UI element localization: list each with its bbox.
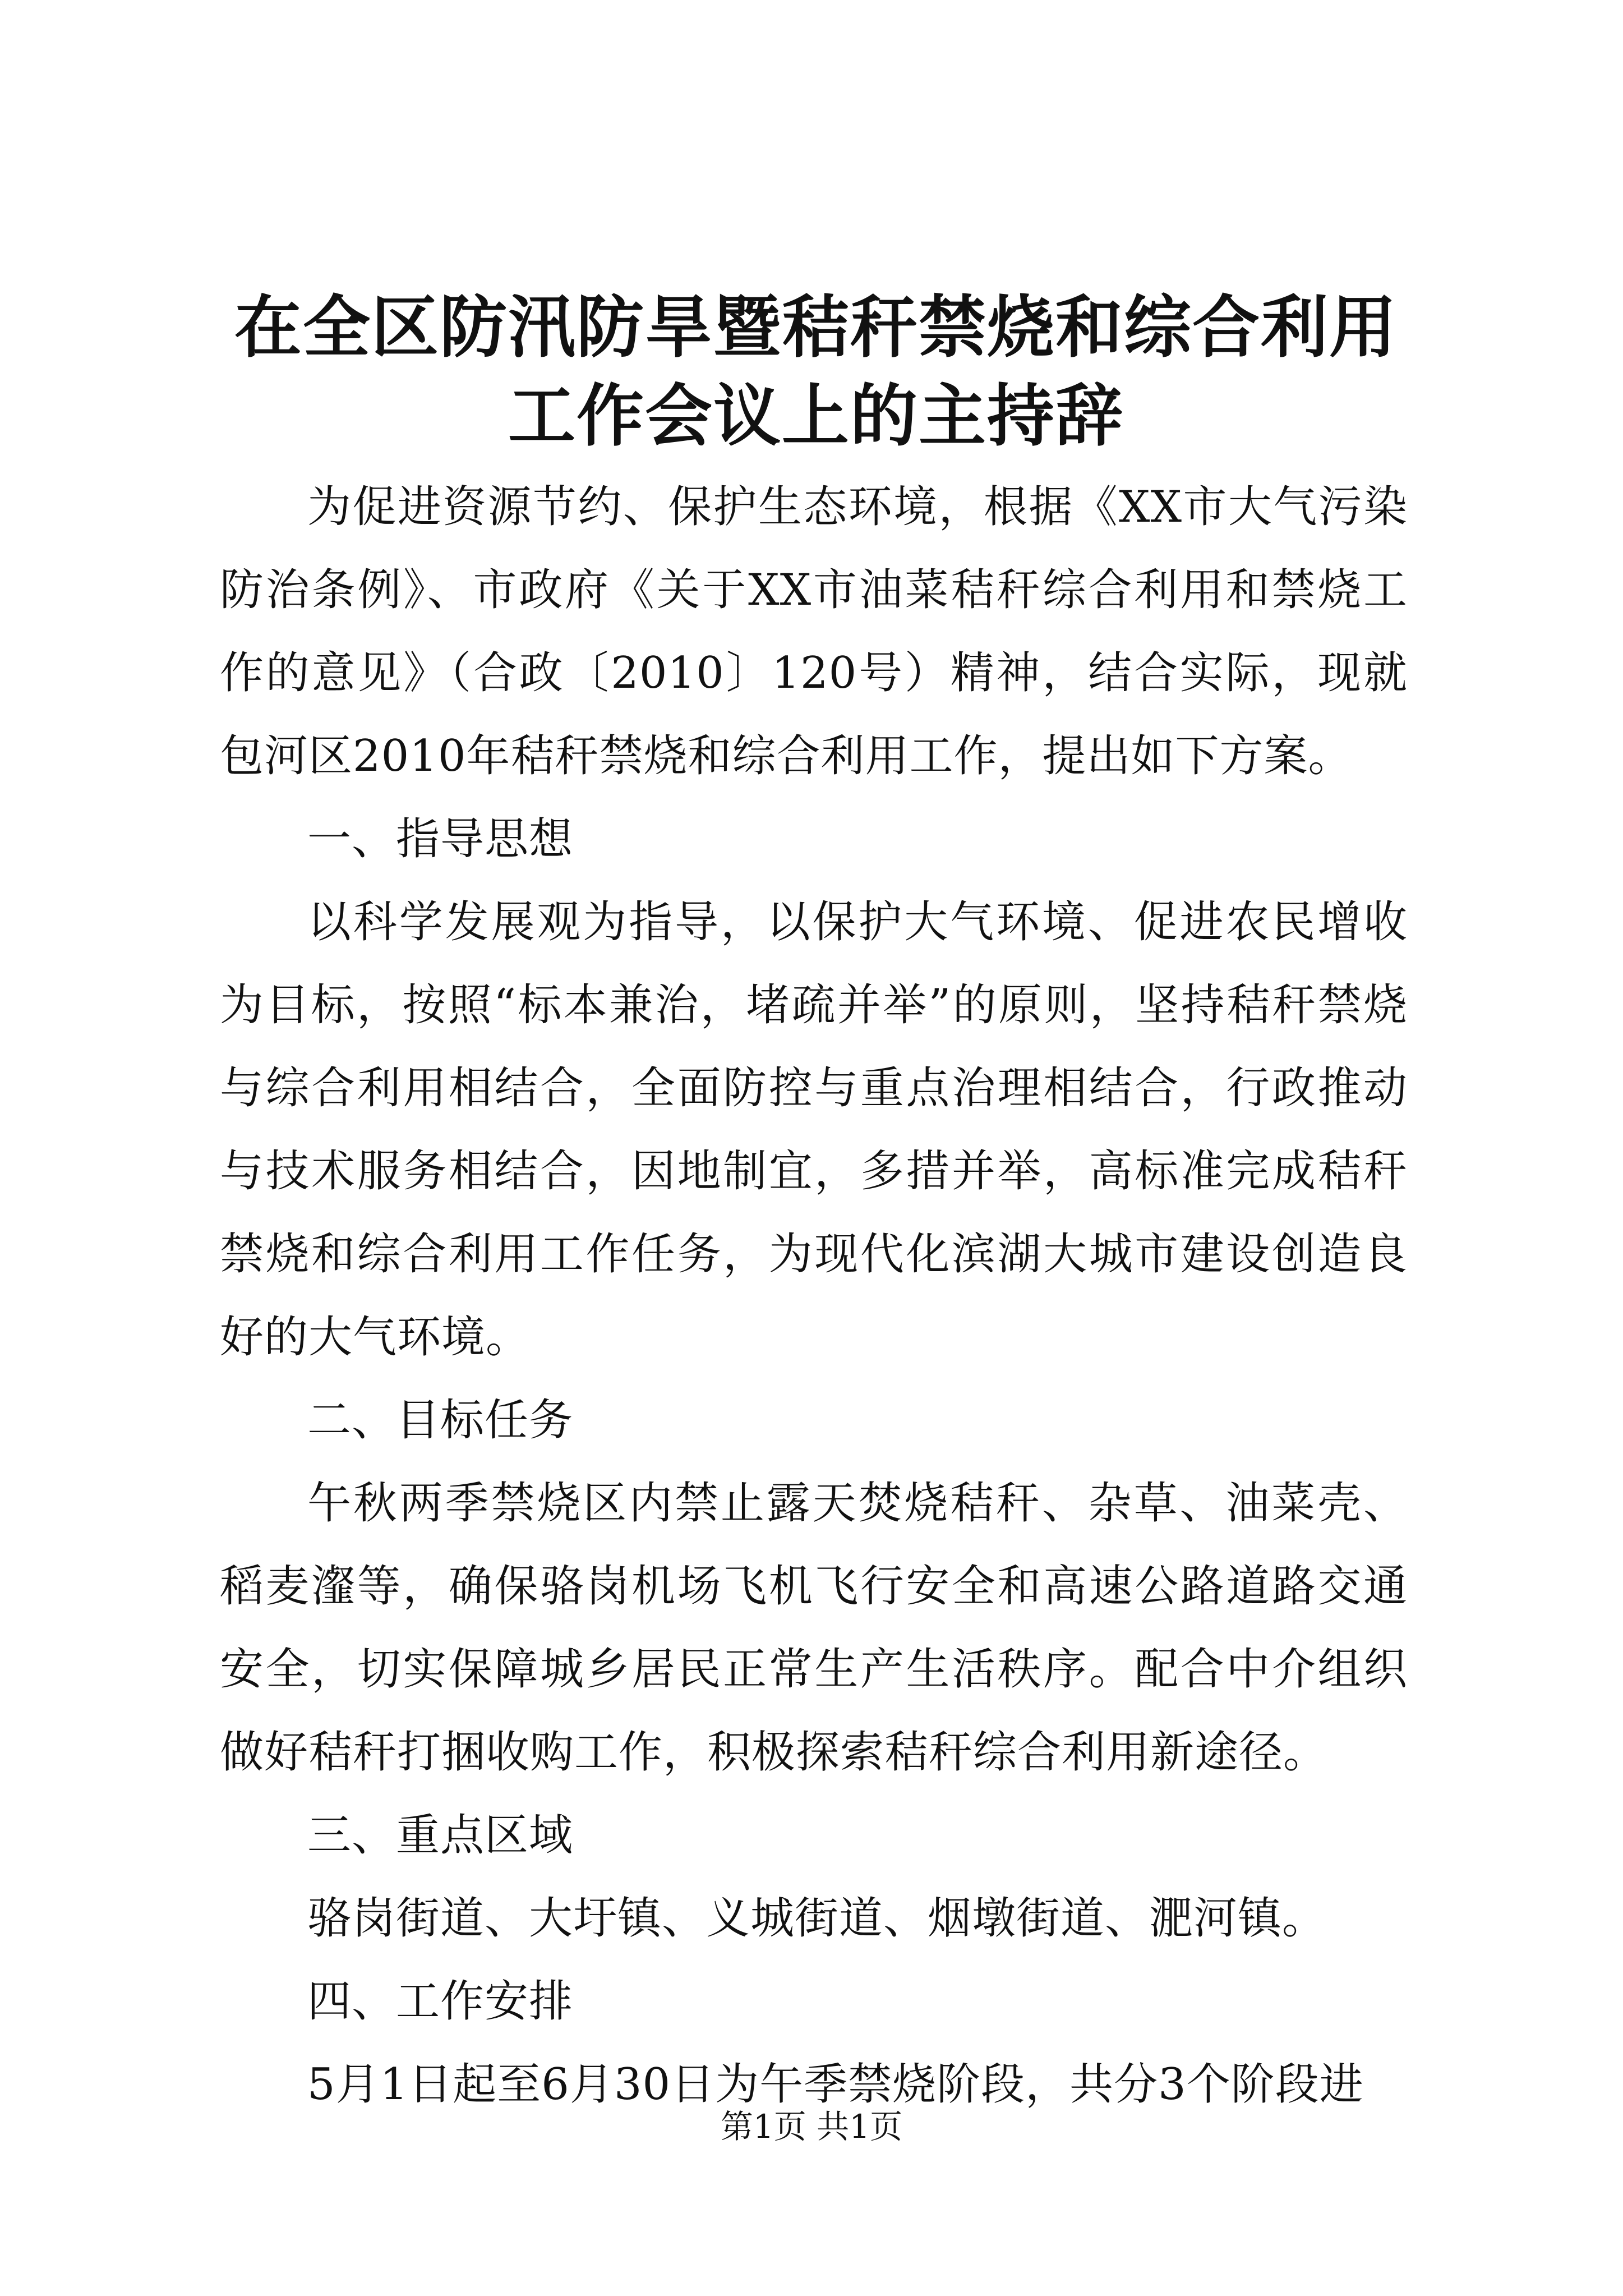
paragraph-intro: 为促进资源节约、保护生态环境，根据《XX市大气污染防治条例》、市政府《关于XX市油菜秸秆综合利用和禁烧工作的意见》（合政〔2010〕120号）精神，结合实际，现就包河区2010年秸秆禁烧和综合利用工作，提出如下方案。: [220, 482, 1408, 781]
section-heading-goals: 二、目标任务: [307, 1395, 574, 1446]
paragraph-key-areas: 骆岗街道、大圩镇、义城街道、烟墩街道、淝河镇。: [307, 1893, 1327, 1944]
document-title: 在全区防汛防旱暨秸秆禁烧和综合利用工作会议上的主持辞: [234, 288, 1398, 455]
document-body: [220, 466, 1408, 2126]
paragraph-guiding-thought: 以科学发展观为指导，以保护大气环境、促进农民增收为目标，按照“标本兼治，堵疏并举”的原则，坚持秸秆禁烧与综合利用相结合，全面防控与重点治理相结合，行政推动与技术服务相结合，因地制宜，多措并举，高标准完成秸秆禁烧和综合利用工作任务，为现代化滨湖大城市建设创造良好的大气环境。: [220, 897, 1408, 1363]
section-heading-guiding-thought: 一、指导思想: [307, 814, 574, 864]
section-heading-work-arrangement: 四、工作安排: [307, 1976, 574, 2027]
page-footer: 第1页 共1页: [720, 2108, 903, 2146]
paragraph-goals: 午秋两季禁烧区内禁止露天焚烧秸秆、杂草、油菜壳、稻麦瀣等，确保骆岗机场飞机飞行安全和高速公路道路交通安全，切实保障城乡居民正常生产生活秩序。配合中介组织做好秸秆打捆收购工作，积极探索秸秆综合利用新途径。: [220, 1478, 1408, 1778]
section-heading-key-areas: 三、重点区域: [307, 1810, 574, 1861]
paragraph-work-arrangement: 5月1日起至6月30日为午季禁烧阶段，共分3个阶段进: [307, 2059, 1364, 2110]
